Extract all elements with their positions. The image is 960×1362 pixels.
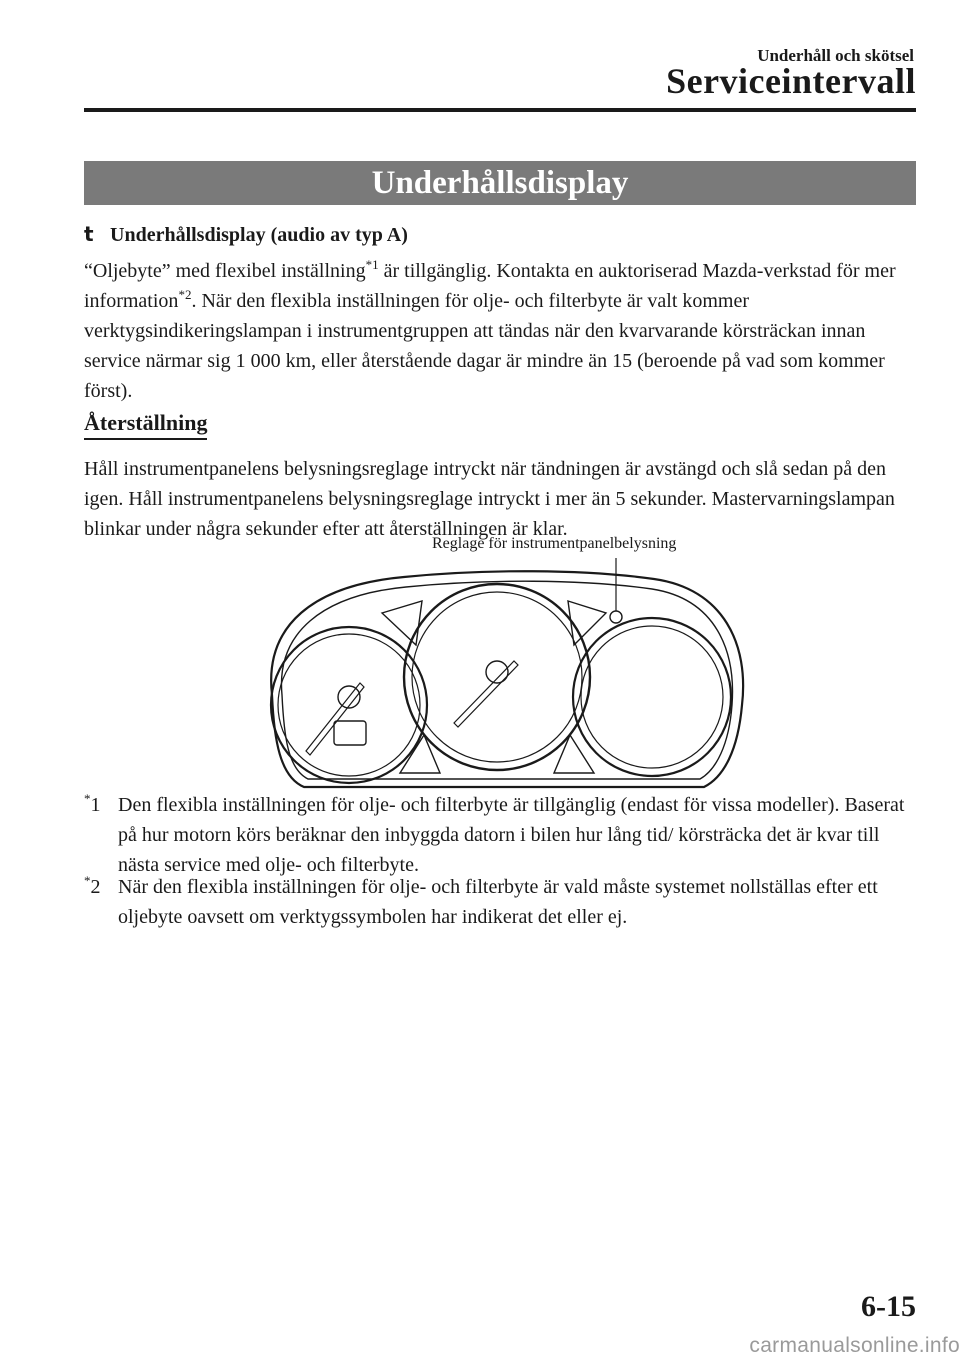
chapter-title: Underhåll och skötsel [757, 46, 914, 65]
page-number: 6-15 [861, 1290, 916, 1323]
footnote-ref-2: *2 [178, 287, 192, 302]
right-gauge-outer [573, 618, 731, 776]
footnote-2-text: När den flexibla inställningen för olje- och filterbyte är vald måste systemet nollställas efter ett oljebyte oavsett om verktygssymbolen har indikerat det eller ej. [118, 876, 878, 928]
center-gauge-outer [404, 584, 590, 770]
subheading-text: Underhållsdisplay (audio av typ A) [110, 224, 408, 246]
cluster-bezel-inner [281, 581, 732, 779]
footnote-1 [84, 790, 924, 880]
figure-callout-label: Reglage för instrumentpanelbelysning [432, 535, 677, 552]
reset-paragraph: Håll instrumentpanelens belysningsreglage intryckt när tändningen är avstängd och slå sedan på den igen. Håll instrumentpanelens belysningsreglage intryckt i mer än 5 sekunder. Mastervarningslampan blinkar under några sekunder efter att återställningen är klar. [84, 458, 895, 540]
illumination-knob [610, 611, 622, 623]
instrument-cluster-illustration [254, 555, 754, 790]
bullet-icon: t [84, 222, 94, 246]
lower-left-indicator [400, 735, 440, 773]
topic-banner: Underhållsdisplay [84, 161, 916, 205]
section-heading-reset: Återställning [84, 410, 207, 440]
header-rule [84, 108, 916, 112]
footnote-1-text: Den flexibla inställningen för olje- och filterbyte är tillgänglig (endast för vissa modeller). Baserat på hur motorn körs beräknar den inbyggda datorn i bilen hur lång tid/ körsträcka det är kvar till nästa service med olje- och filterbyte. [118, 794, 905, 876]
watermark-text: carmanualsonline.info [749, 1334, 960, 1357]
center-gauge-inner [412, 592, 582, 762]
intro-part-1: “Oljebyte” med flexibel inställning [84, 260, 366, 282]
center-gauge-hub [486, 661, 508, 683]
footnote-2-mark: *2 [84, 873, 101, 898]
intro-paragraph [84, 256, 924, 406]
footnote-2 [84, 872, 924, 932]
subheading [84, 222, 408, 247]
intro-part-2: är tillgänglig. Kontakta en auktoriserad Mazda-verkstad för mer information [84, 260, 896, 312]
cluster-bezel-outer [271, 571, 743, 787]
footnote-1-mark: *1 [84, 791, 101, 816]
footnote-ref-1: *1 [365, 257, 379, 272]
page-section-title: Serviceintervall [666, 61, 916, 101]
lower-right-indicator [554, 735, 594, 773]
left-gauge-display [334, 721, 366, 745]
intro-part-3: . När den flexibla inställningen för olje- och filterbyte är valt kommer verktygsindikeringslampan i instrumentgruppen att tändas när den kvarvarande körsträckan innan service närmar sig 1 000 km, eller återstående dagar är mindre än 15 (beroende på vad som kommer först). [84, 290, 885, 402]
right-gauge-inner [581, 626, 723, 768]
